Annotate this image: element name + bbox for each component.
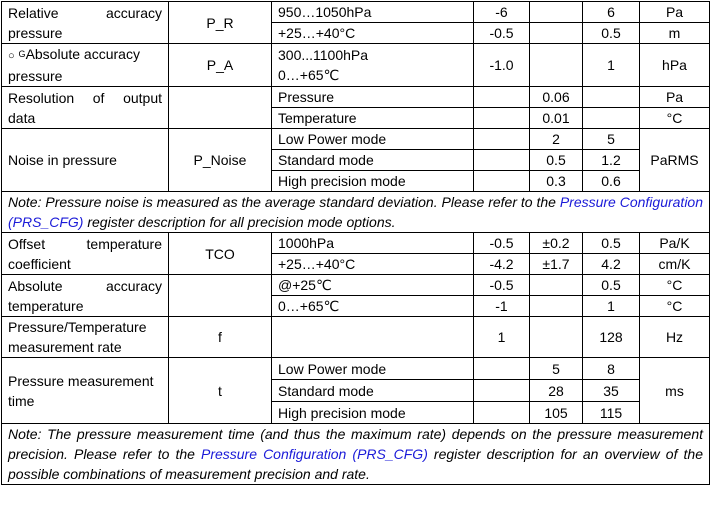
note-text: register description for all precision mode options.: [83, 214, 396, 230]
min-cell: [474, 358, 530, 380]
param-label: temperature: [8, 297, 84, 314]
param-resolution: [2, 87, 169, 129]
max-cell: 128: [583, 317, 640, 358]
typ-cell: [530, 2, 583, 23]
param-label: measurement rate: [8, 339, 122, 355]
note-noise: [2, 192, 710, 233]
param-absolute-accuracy-pressure: [2, 44, 169, 87]
prs-cfg-link[interactable]: Pressure Configuration (PRS_CFG): [200, 446, 428, 462]
typ-cell: 28: [530, 380, 583, 402]
symbol-cell: P_A: [169, 44, 272, 87]
condition-cell: @+25℃: [272, 275, 474, 296]
unit-cell: °C: [640, 108, 710, 129]
condition-cell: High precision mode: [272, 171, 474, 192]
condition-cell: High precision mode: [272, 402, 474, 424]
min-cell: -6: [474, 2, 530, 23]
typ-cell: [530, 44, 583, 87]
max-cell: 4.2: [583, 254, 640, 275]
table-row: [2, 2, 710, 23]
table-row: [2, 275, 710, 296]
prs-cfg-link[interactable]: Pressure Configuration (PRS_CFG): [8, 194, 704, 230]
unit-cell: ms: [640, 358, 710, 424]
max-cell: 1.2: [583, 150, 640, 171]
condition-cell: 950…1050hPa: [272, 2, 474, 23]
min-cell: 1: [474, 317, 530, 358]
typ-cell: [530, 317, 583, 358]
table-row: [2, 87, 710, 108]
typ-cell: 0.3: [530, 171, 583, 192]
unit-cell: hPa: [640, 44, 710, 87]
typ-cell: 2: [530, 129, 583, 150]
condition-cell: Temperature: [272, 108, 474, 129]
max-cell: [583, 108, 640, 129]
min-cell: -0.5: [474, 275, 530, 296]
unit-cell: cm/K: [640, 254, 710, 275]
condition-cell: 0…+65℃: [272, 296, 474, 317]
unit-cell: Hz: [640, 317, 710, 358]
symbol-cell: P_Noise: [169, 129, 272, 192]
condition-cell: Low Power mode: [272, 358, 474, 380]
min-cell: -1.0: [474, 44, 530, 87]
unit-cell: °C: [640, 275, 710, 296]
max-cell: 1: [583, 44, 640, 87]
param-abs-accuracy-temp: [2, 275, 169, 317]
typ-cell: ±1.7: [530, 254, 583, 275]
min-cell: [474, 402, 530, 424]
table-row: [2, 317, 710, 358]
typ-cell: 0.5: [530, 150, 583, 171]
min-cell: [474, 380, 530, 402]
condition-cell: Pressure: [272, 87, 474, 108]
g-marker: G: [18, 49, 26, 59]
condition-cell: [272, 44, 474, 87]
max-cell: 0.5: [583, 23, 640, 44]
max-cell: 35: [583, 380, 640, 402]
param-measurement-time: [2, 358, 169, 424]
param-label: Resolution of output: [8, 89, 162, 106]
unit-cell: Pa/K: [640, 233, 710, 254]
condition-cell: +25…+40°C: [272, 23, 474, 44]
max-cell: 5: [583, 129, 640, 150]
symbol-cell: P_R: [169, 2, 272, 44]
param-tco: [2, 233, 169, 275]
param-label-line: [8, 44, 162, 66]
unit-cell: PaRMS: [640, 129, 710, 192]
param-label: Relative accuracy: [8, 4, 162, 21]
table-row: [2, 233, 710, 254]
max-cell: 8: [583, 358, 640, 380]
max-cell: 115: [583, 402, 640, 424]
min-cell: -0.5: [474, 233, 530, 254]
table-row: [2, 44, 710, 87]
max-cell: 0.5: [583, 233, 640, 254]
typ-cell: 0.01: [530, 108, 583, 129]
condition-cell: Standard mode: [272, 380, 474, 402]
symbol-cell: t: [169, 358, 272, 424]
unit-cell: Pa: [640, 2, 710, 23]
typ-cell: [530, 23, 583, 44]
param-label: data: [8, 109, 36, 126]
max-cell: 6: [583, 2, 640, 23]
typ-cell: [530, 296, 583, 317]
param-relative-accuracy: [2, 2, 169, 44]
circle-icon: ○: [8, 50, 15, 62]
typ-cell: [530, 275, 583, 296]
max-cell: 1: [583, 296, 640, 317]
param-label: coefficient: [8, 255, 71, 272]
min-cell: [474, 87, 530, 108]
typ-cell: 0.06: [530, 87, 583, 108]
table-row: [2, 358, 710, 380]
max-cell: 0.6: [583, 171, 640, 192]
param-label: Offset temperature: [8, 235, 162, 252]
condition-cell: Low Power mode: [272, 129, 474, 150]
symbol-cell: f: [169, 317, 272, 358]
min-cell: [474, 171, 530, 192]
condition-cell: Standard mode: [272, 150, 474, 171]
note-text: Note: The pressure measurement time (and thus the maximum rate) depends on the pressure measurement precision. Please refer to the: [8, 426, 703, 462]
param-label: pressure: [8, 24, 63, 41]
symbol-cell: [169, 87, 272, 129]
min-cell: -1: [474, 296, 530, 317]
sensor-spec-table: [1, 1, 710, 485]
param-measurement-rate: [2, 317, 169, 358]
min-cell: [474, 150, 530, 171]
typ-cell: ±0.2: [530, 233, 583, 254]
note-row: [2, 424, 710, 485]
param-label: Absolute accuracy: [25, 46, 140, 62]
note-measurement-time: [2, 424, 710, 485]
symbol-cell: TCO: [169, 233, 272, 275]
condition-cell: 1000hPa: [272, 233, 474, 254]
typ-cell: 105: [530, 402, 583, 424]
note-row: [2, 192, 710, 233]
condition-cell: [272, 317, 474, 358]
max-cell: 0.5: [583, 275, 640, 296]
param-label: Pressure measurement: [8, 372, 154, 389]
condition-line: 0…+65℃: [278, 67, 340, 83]
param-label: Absolute accuracy: [8, 277, 162, 294]
unit-cell: m: [640, 23, 710, 44]
min-cell: [474, 129, 530, 150]
table-row: [2, 129, 710, 150]
symbol-cell: [169, 275, 272, 317]
unit-cell: Pa: [640, 87, 710, 108]
max-cell: [583, 87, 640, 108]
note-text: Note: Pressure noise is measured as the average standard deviation. Please refer to the: [8, 194, 560, 210]
min-cell: [474, 108, 530, 129]
condition-line: 300...1100hPa: [278, 47, 369, 63]
typ-cell: 5: [530, 358, 583, 380]
min-cell: -4.2: [474, 254, 530, 275]
param-noise: Noise in pressure: [2, 129, 169, 192]
param-label: Pressure/Temperature: [8, 319, 147, 335]
note-text: register description for an overview of the possible combinations of measurement precision and rate.: [8, 446, 703, 482]
param-label: pressure: [8, 68, 63, 84]
condition-cell: +25…+40°C: [272, 254, 474, 275]
unit-cell: °C: [640, 296, 710, 317]
param-label: time: [8, 392, 35, 409]
min-cell: -0.5: [474, 23, 530, 44]
